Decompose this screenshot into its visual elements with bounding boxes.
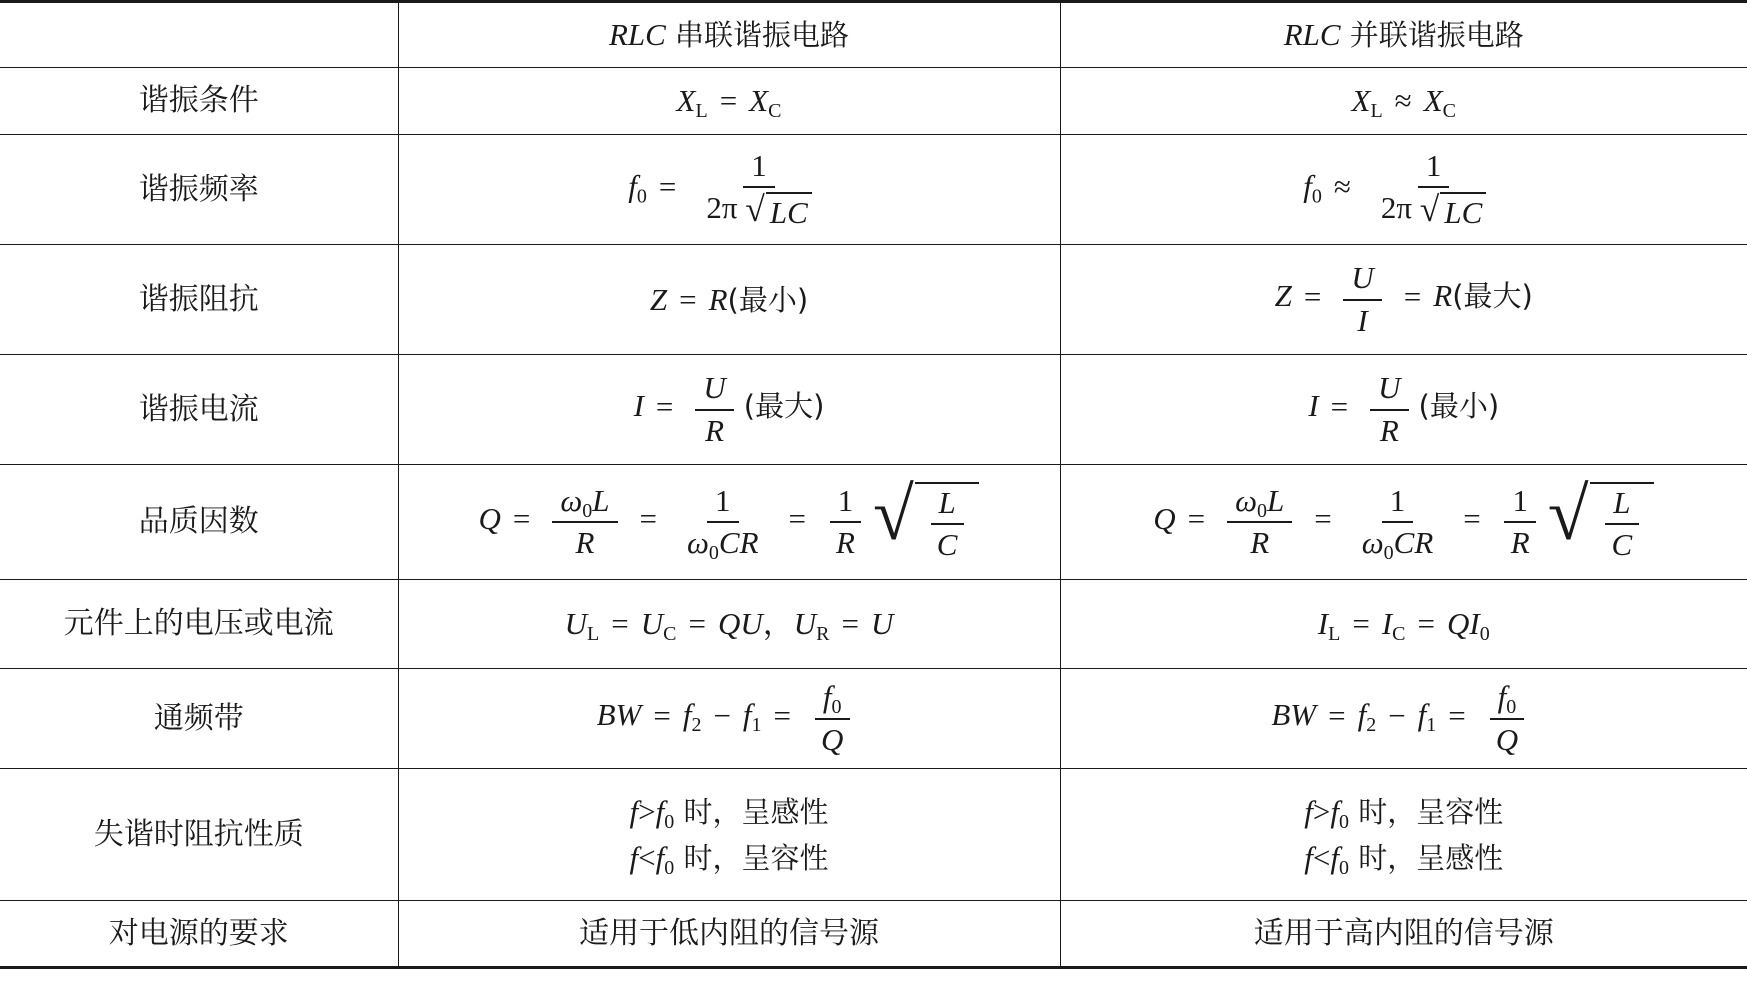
parallel-current-ratio-formula: $I_L = I_C = QI_0$ (1317, 606, 1490, 645)
parallel-current-formula: I = $\frac{U}{R}$ (1308, 371, 1418, 447)
header-parallel-rlc: RLC (1283, 17, 1341, 52)
parallel-condition-formula: $X_L \approx X_C$ (1351, 83, 1456, 122)
series-voltage-formula: $U_L = U_C$ = QU，$U_R = U$ (564, 606, 894, 645)
parallel-current-note: (最小) (1418, 389, 1500, 424)
parallel-detuned-cell (1060, 769, 1747, 901)
row-label: 元件上的电压或电流 (0, 580, 398, 669)
series-formula-cell (398, 355, 1060, 465)
parallel-formula-cell (1060, 355, 1747, 465)
header-parallel-text: 并联谐振电路 (1340, 18, 1524, 52)
parallel-formula-cell (1060, 580, 1747, 669)
series-frequency-formula: $f_0$ = 1 2π √ LC (628, 149, 830, 230)
series-detuned-line-above: $f>f_0$ 时，呈感性 (629, 793, 829, 833)
row-source-requirement (0, 901, 1747, 968)
header-series-circuit (398, 2, 1060, 68)
series-formula-cell (398, 580, 1060, 669)
row-label: 通频带 (0, 669, 398, 769)
row-quality-factor (0, 465, 1747, 580)
series-source-requirement: 适用于低内阻的信号源 (398, 901, 1060, 968)
row-component-voltage-current (0, 580, 1747, 669)
parallel-frequency-formula: $f_0$ ≈ 1 2π √ LC (1303, 149, 1504, 230)
row-resonance-current (0, 355, 1747, 465)
row-label: 失谐时阻抗性质 (0, 769, 398, 901)
header-blank-cell (0, 2, 398, 68)
series-detuned-line-below: $f<f_0$ 时，呈容性 (629, 839, 829, 879)
row-resonance-condition (0, 68, 1747, 135)
parallel-quality-formula: Q = $\frac{\omega_0L}{R}$ = $\frac{1}{\omega_0CR}$ = $\frac{1}{R}$ √ $\frac{L}{C}$ (1153, 482, 1654, 562)
series-formula-cell (398, 245, 1060, 355)
header-row (0, 2, 1747, 68)
parallel-formula-cell (1060, 669, 1747, 769)
parallel-bandwidth-formula: BW = $f_2 - f_1$ = $\frac{f_0}{Q}$ (1271, 680, 1536, 756)
series-formula-cell (398, 465, 1060, 580)
header-series-rlc: RLC (608, 17, 666, 52)
series-condition-formula: $X_L = X_C$ (676, 83, 782, 122)
row-label: 对电源的要求 (0, 901, 398, 968)
row-bandwidth (0, 669, 1747, 769)
parallel-impedance-note: (最大) (1452, 279, 1533, 314)
parallel-detuned-line-above: $f>f_0$ 时，呈容性 (1304, 793, 1504, 833)
header-parallel-circuit (1060, 2, 1747, 68)
parallel-formula-cell (1060, 465, 1747, 580)
series-impedance-note: (最小) (727, 282, 809, 317)
parallel-formula-cell (1060, 135, 1747, 245)
row-detuned-impedance-nature (0, 769, 1747, 901)
series-detuned-cell (398, 769, 1060, 901)
series-impedance-formula: Z = R (649, 281, 728, 317)
row-label: 谐振条件 (0, 68, 398, 135)
parallel-source-requirement: 适用于高内阻的信号源 (1060, 901, 1747, 968)
series-current-formula: I = $\frac{U}{R}$ (634, 371, 744, 447)
series-formula-cell (398, 135, 1060, 245)
header-series-text: 串联谐振电路 (665, 18, 850, 52)
parallel-formula-cell (1060, 68, 1747, 135)
series-formula-cell (398, 68, 1060, 135)
series-formula-cell (398, 669, 1060, 769)
row-label: 谐振频率 (0, 135, 398, 245)
parallel-detuned-line-below: $f<f_0$ 时，呈感性 (1304, 839, 1504, 879)
row-label: 品质因数 (0, 465, 398, 580)
series-quality-formula: Q = $\frac{\omega_0L}{R}$ = $\frac{1}{\omega_0CR}$ = $\frac{1}{R}$ √ $\frac{L}{C}$ (479, 482, 980, 562)
row-label: 谐振阻抗 (0, 245, 398, 355)
series-bandwidth-formula: BW = $f_2 - f_1$ = $\frac{f_0}{Q}$ (597, 680, 862, 756)
row-resonance-impedance (0, 245, 1747, 355)
parallel-impedance-formula: Z = $\frac{U}{I}$ = R (1274, 260, 1453, 338)
series-current-note: (最大) (743, 389, 825, 424)
row-resonance-frequency (0, 135, 1747, 245)
parallel-formula-cell (1060, 245, 1747, 355)
row-label: 谐振电流 (0, 355, 398, 465)
